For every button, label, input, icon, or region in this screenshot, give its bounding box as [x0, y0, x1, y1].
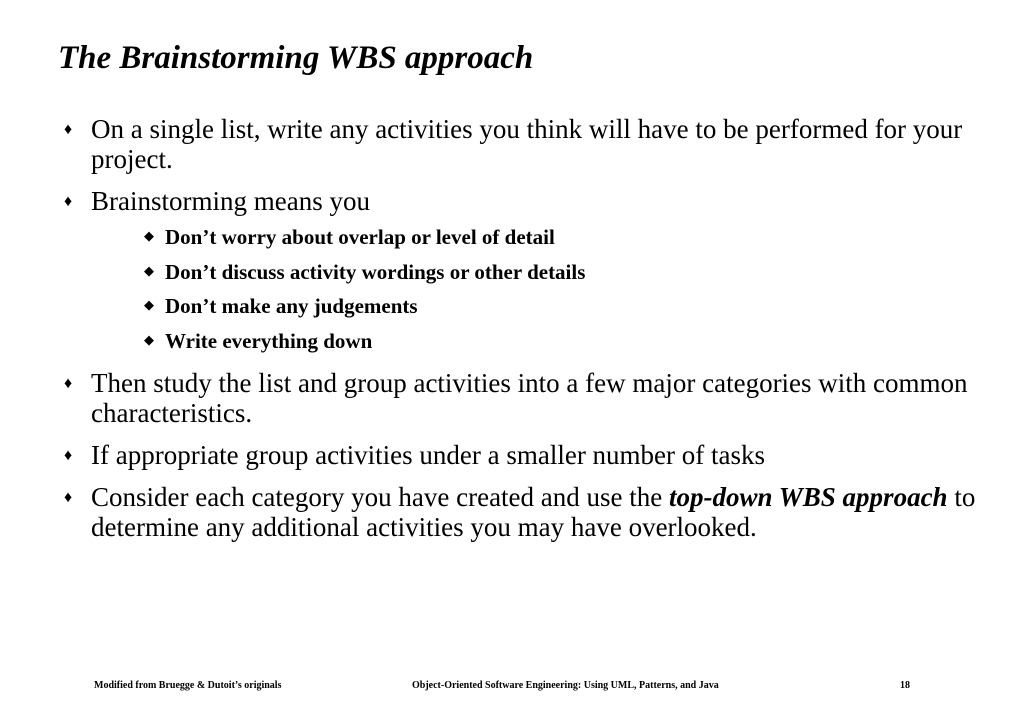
slide-title: The Brainstorming WBS approach [58, 40, 534, 76]
bullet-item [58, 482, 978, 542]
sub-bullet-text: Write everything down [165, 328, 373, 353]
diamond-sub-bullet-icon: ◆ [144, 262, 154, 278]
diamond-bullet-icon: ♦ [64, 121, 73, 138]
sub-bullet-item [91, 291, 978, 321]
bullet-text: On a single list, write any activities you think will have to be performed for your project. [91, 114, 963, 174]
diamond-sub-bullet-icon: ◆ [144, 228, 154, 243]
bullet-list [58, 114, 978, 554]
bullet-emphasis: top-down WBS approach [669, 481, 948, 512]
bullet-text-after: to determine any additional activities you may have overlooked. [91, 481, 976, 542]
footer-page-number: 18 [900, 680, 910, 691]
bullet-text: Then study the list and group activities into a few major categories with common characteristics. [91, 367, 968, 428]
bullet-item [58, 114, 978, 174]
bullet-item [58, 368, 978, 428]
bullet-text: Brainstorming means you [91, 186, 370, 216]
sub-bullet-text: Don’t worry about overlap or level of detail [165, 225, 555, 249]
footer-book-title: Object-Oriented Software Engineering: Using UML, Patterns, and Java [412, 680, 719, 691]
bullet-item [58, 186, 978, 356]
sub-bullet-text: Don’t discuss activity wordings or other details [165, 259, 586, 284]
diamond-sub-bullet-icon: ◆ [144, 331, 154, 347]
diamond-bullet-icon: ♦ [64, 446, 73, 464]
diamond-bullet-icon: ♦ [64, 374, 73, 392]
sub-bullet-item [91, 222, 978, 252]
footer-credit: Modified from Bruegge & Dutoit’s originals [94, 680, 282, 691]
bullet-text: If appropriate group activities under a smaller number of tasks [91, 439, 766, 470]
sub-bullet-item [91, 326, 978, 356]
sub-bullet-text: Don’t make any judgements [165, 294, 418, 318]
sub-bullet-list [91, 222, 978, 356]
bullet-item [58, 440, 978, 470]
diamond-bullet-icon: ♦ [64, 193, 73, 210]
diamond-sub-bullet-icon: ◆ [144, 297, 154, 312]
bullet-text-before: Consider each category you have created and use the [91, 481, 669, 512]
diamond-bullet-icon: ♦ [64, 488, 73, 506]
sub-bullet-item [91, 257, 978, 287]
